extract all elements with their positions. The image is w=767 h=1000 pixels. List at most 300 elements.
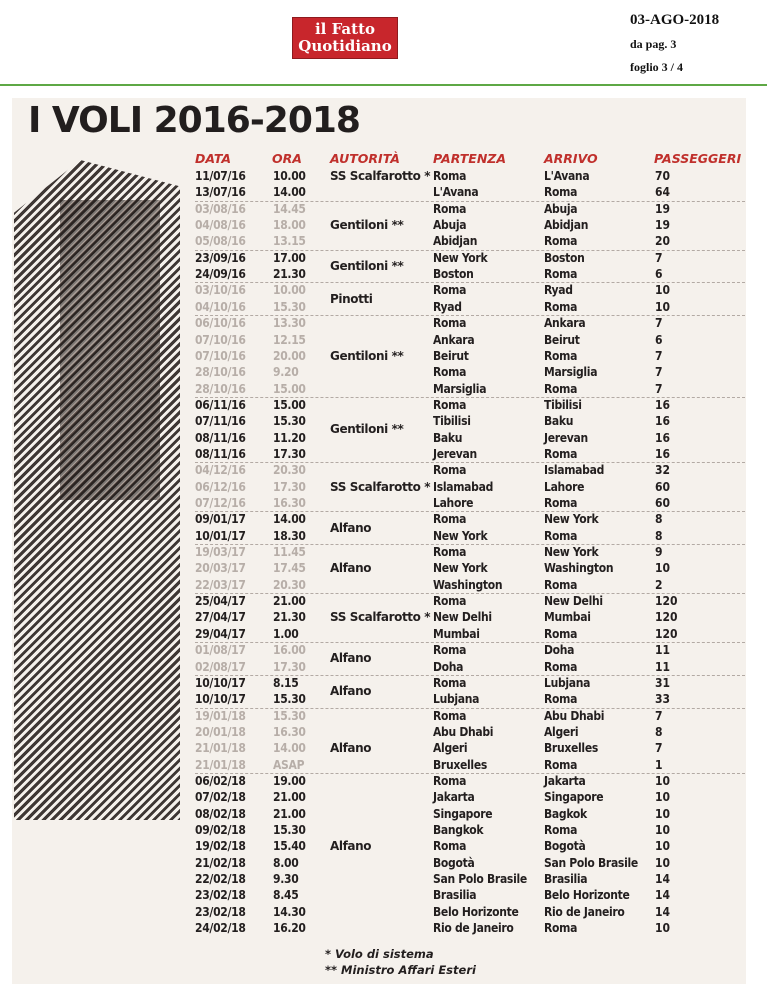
article-title: I VOLI 2016-2018 xyxy=(28,100,360,141)
arrival-cell: Belo Horizonte xyxy=(544,888,630,903)
arrival-cell: Roma xyxy=(544,757,578,772)
table-row xyxy=(195,692,745,708)
arrival-cell: Doha xyxy=(544,643,575,658)
date-cell: 08/02/18 xyxy=(195,806,246,821)
halftone-photo-shade xyxy=(60,200,160,500)
passengers-cell: 8 xyxy=(655,724,663,739)
departure-cell: Brasilia xyxy=(433,888,477,903)
column-header: PASSEGGERI xyxy=(654,151,742,166)
arrival-cell: New York xyxy=(544,545,599,560)
column-header: PARTENZA xyxy=(433,151,507,166)
arrival-cell: Rio de Janeiro xyxy=(544,904,625,919)
row-divider xyxy=(195,675,745,676)
arrival-cell: Marsiglia xyxy=(544,365,598,380)
passengers-cell: 11 xyxy=(655,659,671,674)
time-cell: 19.00 xyxy=(273,773,306,788)
time-cell: 11.20 xyxy=(273,430,306,445)
departure-cell: Roma xyxy=(433,839,467,854)
time-cell: 20.30 xyxy=(273,463,306,478)
arrival-cell: Roma xyxy=(544,348,578,363)
arrival-cell: Abuja xyxy=(544,201,578,216)
table-row xyxy=(195,480,745,496)
table-row xyxy=(195,169,745,185)
arrival-cell: Ryad xyxy=(544,283,573,298)
authority-cell: SS Scalfarotto * xyxy=(330,169,431,183)
passengers-cell: 64 xyxy=(655,185,671,200)
row-divider xyxy=(195,593,745,594)
authority-cell: SS Scalfarotto * xyxy=(330,479,431,494)
row-divider xyxy=(195,250,745,251)
arrival-cell: Baku xyxy=(544,414,574,429)
row-divider xyxy=(195,282,745,283)
time-cell: 11.45 xyxy=(273,545,306,560)
time-cell: 18.00 xyxy=(273,218,306,233)
time-cell: 14.00 xyxy=(273,185,306,200)
arrival-cell: Roma xyxy=(544,659,578,674)
departure-cell: Marsiglia xyxy=(433,381,487,396)
arrival-cell: San Polo Brasile xyxy=(544,855,638,870)
date-cell: 23/02/18 xyxy=(195,904,246,919)
arrival-cell: Abidjan xyxy=(544,218,589,233)
time-cell: 16.30 xyxy=(273,724,306,739)
departure-cell: San Polo Brasile xyxy=(433,872,527,887)
arrival-cell: Mumbai xyxy=(544,610,591,625)
table-row xyxy=(195,610,745,626)
passengers-cell: 31 xyxy=(655,675,671,690)
departure-cell: Bogotà xyxy=(433,855,475,870)
passengers-cell: 8 xyxy=(655,512,663,527)
passengers-cell: 19 xyxy=(655,201,671,216)
departure-cell: Jakarta xyxy=(433,790,475,805)
date-cell: 19/01/18 xyxy=(195,708,246,723)
row-divider xyxy=(195,708,745,709)
table-row xyxy=(195,218,745,234)
arrival-cell: Ankara xyxy=(544,316,586,331)
arrival-cell: Roma xyxy=(544,185,578,200)
departure-cell: New Delhi xyxy=(433,610,492,625)
departure-cell: Lahore xyxy=(433,496,474,510)
arrival-cell: Roma xyxy=(544,496,578,510)
time-cell: 16.00 xyxy=(273,643,306,658)
authority-cell: Alfano xyxy=(330,839,372,854)
row-divider xyxy=(195,397,745,398)
passengers-cell: 10 xyxy=(655,773,671,788)
table-row xyxy=(195,185,745,201)
arrival-cell: Lubjana xyxy=(544,675,591,690)
passengers-cell: 1 xyxy=(655,757,663,772)
row-divider xyxy=(195,511,745,512)
authority-cell: Alfano xyxy=(330,684,372,699)
departure-cell: Roma xyxy=(433,512,467,527)
passengers-cell: 2 xyxy=(655,577,663,592)
time-cell: 10.00 xyxy=(273,169,306,183)
passengers-cell: 7 xyxy=(655,381,663,396)
time-cell: 21.00 xyxy=(273,594,306,609)
date-cell: 29/04/17 xyxy=(195,626,246,641)
table-row xyxy=(195,856,745,872)
time-cell: 21.30 xyxy=(273,610,306,625)
arrival-cell: Bogotà xyxy=(544,839,586,854)
arrival-cell: Jerevan xyxy=(544,430,588,445)
time-cell: 21.00 xyxy=(273,790,306,805)
departure-cell: Doha xyxy=(433,659,464,674)
table-row xyxy=(195,398,745,414)
passengers-cell: 120 xyxy=(655,610,678,625)
table-row xyxy=(195,382,745,398)
authority-cell: Gentiloni ** xyxy=(330,422,404,437)
departure-cell: Boston xyxy=(433,267,474,282)
arrival-cell: Roma xyxy=(544,692,578,707)
passengers-cell: 10 xyxy=(655,839,671,854)
date-cell: 08/11/16 xyxy=(195,430,246,445)
table-row xyxy=(195,267,745,283)
departure-cell: Belo Horizonte xyxy=(433,904,519,919)
time-cell: 20.30 xyxy=(273,577,306,592)
arrival-cell: Bagkok xyxy=(544,806,587,821)
table-row xyxy=(195,414,745,430)
passengers-cell: 7 xyxy=(655,365,663,380)
departure-cell: Rio de Janeiro xyxy=(433,921,514,936)
date-cell: 10/01/17 xyxy=(195,528,246,543)
row-divider xyxy=(195,642,745,643)
date-cell: 02/08/17 xyxy=(195,659,246,674)
table-row xyxy=(195,283,745,299)
time-cell: 13.15 xyxy=(273,234,306,249)
authority-cell: Alfano xyxy=(330,561,372,576)
table-row xyxy=(195,839,745,855)
departure-cell: Roma xyxy=(433,545,467,560)
passengers-cell: 14 xyxy=(655,888,671,903)
time-cell: 17.45 xyxy=(273,561,306,576)
row-divider xyxy=(195,462,745,463)
passengers-cell: 6 xyxy=(655,332,663,347)
table-row xyxy=(195,741,745,757)
departure-cell: Roma xyxy=(433,316,467,331)
passengers-cell: 60 xyxy=(655,479,671,494)
passengers-cell: 10 xyxy=(655,823,671,837)
authority-cell: Gentiloni ** xyxy=(330,258,404,273)
date-cell: 28/10/16 xyxy=(195,381,246,396)
departure-cell: Roma xyxy=(433,643,467,658)
arrival-cell: Roma xyxy=(544,577,578,592)
header-page: da pag. 3 xyxy=(630,37,677,51)
table-row xyxy=(195,463,745,479)
table-row xyxy=(195,545,745,561)
date-cell: 04/12/16 xyxy=(195,463,246,478)
date-cell: 25/04/17 xyxy=(195,594,246,609)
date-cell: 20/01/18 xyxy=(195,724,246,739)
table-row xyxy=(195,202,745,218)
passengers-cell: 20 xyxy=(655,234,671,249)
departure-cell: Roma xyxy=(433,594,467,609)
time-cell: 15.30 xyxy=(273,414,306,429)
arrival-cell: Lahore xyxy=(544,479,585,494)
date-cell: 21/02/18 xyxy=(195,855,246,870)
table-row xyxy=(195,333,745,349)
date-cell: 20/03/17 xyxy=(195,561,246,576)
departure-cell: Tibilisi xyxy=(433,414,471,429)
passengers-cell: 11 xyxy=(655,643,671,658)
table-row xyxy=(195,349,745,365)
table-row xyxy=(195,725,745,741)
table-row xyxy=(195,921,745,937)
passengers-cell: 10 xyxy=(655,790,671,805)
arrival-cell: Roma xyxy=(544,267,578,282)
table-row xyxy=(195,676,745,692)
date-cell: 21/01/18 xyxy=(195,741,246,756)
table-row xyxy=(195,627,745,643)
passengers-cell: 10 xyxy=(655,921,671,936)
passengers-cell: 14 xyxy=(655,904,671,919)
date-cell: 07/02/18 xyxy=(195,790,246,805)
authority-cell: SS Scalfarotto * xyxy=(330,610,431,625)
authority-cell: Alfano xyxy=(330,651,372,666)
authority-cell: Gentiloni ** xyxy=(330,218,404,233)
passengers-cell: 10 xyxy=(655,855,671,870)
arrival-cell: Washington xyxy=(544,561,614,576)
departure-cell: Bangkok xyxy=(433,823,484,837)
passengers-cell: 70 xyxy=(655,169,671,183)
departure-cell: Roma xyxy=(433,283,467,298)
authority-cell: Alfano xyxy=(330,520,372,535)
passengers-cell: 10 xyxy=(655,561,671,576)
table-row xyxy=(195,758,745,774)
time-cell: 15.00 xyxy=(273,397,306,412)
departure-cell: Abu Dhabi xyxy=(433,724,494,739)
table-row xyxy=(195,431,745,447)
time-cell: 21.30 xyxy=(273,267,306,282)
column-header: ORA xyxy=(272,151,302,166)
departure-cell: Roma xyxy=(433,675,467,690)
date-cell: 03/10/16 xyxy=(195,283,246,298)
passengers-cell: 19 xyxy=(655,218,671,233)
time-cell: 21.00 xyxy=(273,806,306,821)
date-cell: 07/10/16 xyxy=(195,348,246,363)
arrival-cell: Jakarta xyxy=(544,773,586,788)
time-cell: 20.00 xyxy=(273,348,306,363)
departure-cell: Beirut xyxy=(433,348,469,363)
table-row xyxy=(195,512,745,528)
column-header: DATA xyxy=(195,151,232,166)
passengers-cell: 120 xyxy=(655,594,678,609)
passengers-cell: 16 xyxy=(655,446,671,461)
passengers-cell: 16 xyxy=(655,397,671,412)
table-row xyxy=(195,905,745,921)
departure-cell: New York xyxy=(433,250,488,265)
arrival-cell: Roma xyxy=(544,381,578,396)
table-row xyxy=(195,251,745,267)
authority-cell: Gentiloni ** xyxy=(330,348,404,363)
date-cell: 23/09/16 xyxy=(195,250,246,265)
departure-cell: Abidjan xyxy=(433,234,478,249)
logo-line-1: il Fatto xyxy=(314,20,376,38)
footnotes xyxy=(325,946,476,978)
arrival-cell: New York xyxy=(544,512,599,527)
passengers-cell: 10 xyxy=(655,283,671,298)
time-cell: 8.45 xyxy=(273,888,299,903)
date-cell: 06/12/16 xyxy=(195,479,246,494)
departure-cell: Roma xyxy=(433,397,467,412)
date-cell: 01/08/17 xyxy=(195,643,246,658)
arrival-cell: Singapore xyxy=(544,790,604,805)
date-cell: 07/11/16 xyxy=(195,414,246,429)
departure-cell: Roma xyxy=(433,365,467,380)
departure-cell: Ankara xyxy=(433,332,475,347)
departure-cell: Lubjana xyxy=(433,692,480,707)
departure-cell: New York xyxy=(433,561,488,576)
arrival-cell: Roma xyxy=(544,446,578,461)
table-row xyxy=(195,823,745,839)
column-header: AUTORITÀ xyxy=(330,151,400,166)
authority-cell: Pinotti xyxy=(330,291,373,306)
arrival-cell: Roma xyxy=(544,823,578,837)
row-divider xyxy=(195,201,745,202)
time-cell: 14.00 xyxy=(273,741,306,756)
date-cell: 09/01/17 xyxy=(195,512,246,527)
date-cell: 13/07/16 xyxy=(195,185,246,200)
time-cell: 13.30 xyxy=(273,316,306,331)
row-divider xyxy=(195,773,745,774)
departure-cell: Mumbai xyxy=(433,626,480,641)
departure-cell: Roma xyxy=(433,463,467,478)
arrival-cell: Roma xyxy=(544,299,578,314)
row-divider xyxy=(195,315,745,316)
date-cell: 05/08/16 xyxy=(195,234,246,249)
time-cell: 9.30 xyxy=(273,872,299,887)
time-cell: 17.00 xyxy=(273,250,306,265)
table-row xyxy=(195,660,745,676)
table-row xyxy=(195,594,745,610)
passengers-cell: 33 xyxy=(655,692,671,707)
time-cell: 8.15 xyxy=(273,675,299,690)
page-header xyxy=(0,0,767,88)
date-cell: 24/09/16 xyxy=(195,267,246,282)
passengers-cell: 120 xyxy=(655,626,678,641)
time-cell: 15.30 xyxy=(273,708,306,723)
arrival-cell: Roma xyxy=(544,626,578,641)
arrival-cell: Boston xyxy=(544,250,585,265)
time-cell: 16.30 xyxy=(273,496,306,510)
passengers-cell: 16 xyxy=(655,414,671,429)
date-cell: 09/02/18 xyxy=(195,823,246,837)
header-date: 03-AGO-2018 xyxy=(630,12,720,28)
table-row xyxy=(195,888,745,904)
departure-cell: Washington xyxy=(433,577,503,592)
date-cell: 07/10/16 xyxy=(195,332,246,347)
newspaper-logo xyxy=(292,17,398,59)
passengers-cell: 7 xyxy=(655,250,663,265)
arrival-cell: Roma xyxy=(544,921,578,936)
column-header: ARRIVO xyxy=(544,151,598,166)
date-cell: 21/01/18 xyxy=(195,757,246,772)
passengers-cell: 60 xyxy=(655,496,671,510)
time-cell: 14.30 xyxy=(273,904,306,919)
date-cell: 24/02/18 xyxy=(195,921,246,936)
table-row xyxy=(195,365,745,381)
arrival-cell: Roma xyxy=(544,234,578,249)
table-row xyxy=(195,447,745,463)
date-cell: 19/03/17 xyxy=(195,545,246,560)
departure-cell: Roma xyxy=(433,169,467,183)
table-row xyxy=(195,300,745,316)
departure-cell: Algeri xyxy=(433,741,468,756)
time-cell: 8.00 xyxy=(273,855,299,870)
arrival-cell: Algeri xyxy=(544,724,579,739)
date-cell: 10/10/17 xyxy=(195,675,246,690)
passengers-cell: 6 xyxy=(655,267,663,282)
footnote-2: ** Ministro Affari Esteri xyxy=(325,963,476,977)
logo-line-2: Quotidiano xyxy=(298,37,392,55)
departure-cell: Abuja xyxy=(433,218,467,233)
arrival-cell: New Delhi xyxy=(544,594,603,609)
table-row xyxy=(195,872,745,888)
passengers-cell: 7 xyxy=(655,741,663,756)
time-cell: 16.20 xyxy=(273,921,306,936)
time-cell: ASAP xyxy=(273,757,305,772)
time-cell: 17.30 xyxy=(273,659,306,674)
passengers-cell: 14 xyxy=(655,872,671,887)
date-cell: 04/08/16 xyxy=(195,218,246,233)
time-cell: 1.00 xyxy=(273,626,299,641)
date-cell: 27/04/17 xyxy=(195,610,246,625)
time-cell: 18.30 xyxy=(273,528,306,543)
time-cell: 10.00 xyxy=(273,283,306,298)
time-cell: 12.15 xyxy=(273,332,306,347)
departure-cell: Singapore xyxy=(433,806,493,821)
arrival-cell: Roma xyxy=(544,528,578,543)
table-row xyxy=(195,316,745,332)
arrival-cell: Abu Dhabi xyxy=(544,708,605,723)
table-row xyxy=(195,496,745,512)
date-cell: 06/10/16 xyxy=(195,316,246,331)
departure-cell: Baku xyxy=(433,430,463,445)
row-divider xyxy=(195,544,745,545)
date-cell: 11/07/16 xyxy=(195,169,246,183)
date-cell: 06/11/16 xyxy=(195,397,246,412)
departure-cell: Islamabad xyxy=(433,479,493,494)
header-meta xyxy=(630,12,760,75)
departure-cell: L'Avana xyxy=(433,185,479,200)
passengers-cell: 32 xyxy=(655,463,671,478)
footnote-1: * Volo di sistema xyxy=(325,947,434,961)
time-cell: 14.00 xyxy=(273,512,306,527)
departure-cell: Bruxelles xyxy=(433,757,487,772)
time-cell: 15.30 xyxy=(273,299,306,314)
time-cell: 14.45 xyxy=(273,201,306,216)
departure-cell: New York xyxy=(433,528,488,543)
table-row xyxy=(195,578,745,594)
passengers-cell: 7 xyxy=(655,708,663,723)
table-row xyxy=(195,234,745,250)
table-row xyxy=(195,561,745,577)
passengers-cell: 10 xyxy=(655,806,671,821)
arrival-cell: Brasilia xyxy=(544,872,588,887)
time-cell: 15.40 xyxy=(273,839,306,854)
arrival-cell: Bruxelles xyxy=(544,741,598,756)
date-cell: 22/02/18 xyxy=(195,872,246,887)
time-cell: 15.30 xyxy=(273,823,306,837)
date-cell: 07/12/16 xyxy=(195,496,246,510)
header-divider xyxy=(0,84,767,86)
departure-cell: Roma xyxy=(433,773,467,788)
table-row xyxy=(195,807,745,823)
time-cell: 17.30 xyxy=(273,446,306,461)
table-row xyxy=(195,529,745,545)
arrival-cell: Tibilisi xyxy=(544,397,582,412)
arrival-cell: Beirut xyxy=(544,332,580,347)
departure-cell: Roma xyxy=(433,201,467,216)
date-cell: 23/02/18 xyxy=(195,888,246,903)
